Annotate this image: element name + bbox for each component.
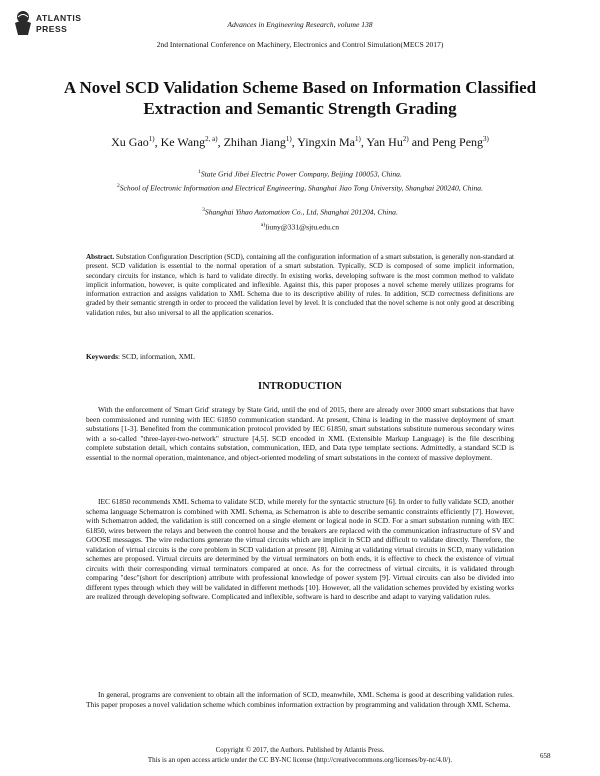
affiliation-mark: 2 [116,183,120,189]
intro-paragraph-3 [86,690,514,709]
author-separator: , [154,135,161,149]
author-affiliation-mark: 1) [148,135,155,143]
author-name: Ke Wang [160,135,206,149]
author-name: Yan Hu [366,135,403,149]
author-name: Zhihan Jiang [223,135,286,149]
author-separator: and [408,135,433,149]
conference-name: 2nd International Conference on Machinery, Electronics and Control Simulation(MECS 2017) [156,40,444,49]
keywords-label: Keywords [86,352,119,361]
affiliation-mark: 1 [198,169,201,175]
author-affiliation-mark: 2, a) [205,135,218,143]
copyright-notice: Copyright © 2017, the Authors. Published by Atlantis Press. [215,746,385,754]
author-affiliation-mark: 3) [483,135,489,143]
email-mark: a) [260,222,266,228]
paper-title: A Novel SCD Validation Scheme Based on Information Classified Extraction and Semantic Strength Grading [63,78,537,118]
affiliation-mark: 3 [202,207,205,213]
section-heading: INTRODUCTION [257,381,342,392]
paragraph-text: IEC 61850 recommends XML Schema to validate SCD, while merely for the syntactic structure [6]. In order to fully validate SCD, another schema language Schematron is combined with XML Schema, as Schematron is able to describe semantic constraints efficiently [7]. However, with Schematron added, the validation is still concerned on a single element or logical node in SCD. For a smart substation running with IEC 61850, wires between the relays and between the control house and the breakers are replaced with the communication infrastructure of SV and GOOSE messages. The wire reductions generate the virtual circuits which are implicit in SCD and difficult to validate directly. Therefore, the validation of virtual circuits is the core problem in SCD validation at present [8]. Aiming at validating virtual circuits in SCD, many validation schemes are proposed. Virtual circuits are determined by the virtual terminators on both ends, it is effective to check the existence of virtual circuits with their corresponding virtual terminators compared at once. As for the correctness of virtual circuits, it is validated through comparing "desc"(short for description) attribute with professional knowledge of power system [9]. Virtual circuits can also be divided into different types through which they will be validated in different methods [10]. However, all the validation schemes provided by existing works are realized through developing software. Complicated and inflexible, software is hard to describe and adapt to varying validation rules. [86,497,514,601]
affiliation-text: School of Electronic Information and Electrical Engineering, Shanghai Jiao Tong University, Shanghai 200240, China. [119,183,484,193]
author-affiliation-mark: 1) [354,135,361,143]
abstract-text: Substation Configuration Description (SCD), containing all the configuration information of a smart substation, is generally non-standard at present. SCD validation is essential to the normal operation of a smart substation. Typically, SCD is composed of some implicit information, secondary circuits for instance, which is hard to validate directly. In existing works, developing software is the most common method to validate implicit information, however, is quite complicated and inflexible. Against this, this paper proposes a novel scheme merely utilizes programs for information extraction and assigns validation to XML Schema due to its descriptive ability of rules. In addition, SCD correctness definitions are graded by their semantic strength in order to proceed the validation level by level. It is concluded that the novel scheme is not only good at describing validation rules, but also universal to all the application scenarios. [86,253,514,317]
author-affiliation-mark: 1) [285,135,292,143]
affiliation-text: Shanghai Yihao Automation Co., Ltd, Shanghai 201204, China. [204,207,398,217]
abstract-label: Abstract. [86,253,115,261]
series-title: Advances in Engineering Research, volume 138 [227,20,373,29]
page-number: 658 [540,752,551,760]
footer [0,745,600,765]
author-name: Xu Gao [111,135,149,149]
paragraph-text: With the enforcement of 'Smart Grid' strategy by State Grid, until the end of 2015, there are already over 3000 smart substations that have been commissioned and running with IEC 61850 communication standard. At present, China is leading in the massive deployment of smart substations [1-3]. Benefited from the communication protocol provided by IEC 61850, smart substations substitute numerous secondary wires with a so-called "three-layer-two-network" structure [4,5]. SCD encoded in XML (Extensible Markup Language) is the file describing complete substation detail, which contains substation, communication, IED, and Data type template sections. Admittedly, a standard SCD is essential to the normal operation, maintenance, and object-oriented modeling of smart substations in the context of massive deployment. [86,405,514,462]
keywords-text: : SCD, information, XML [118,352,196,361]
affiliation-2 [60,181,540,194]
author-affiliation-mark: 2) [402,135,409,143]
author-name: Yingxin Ma [297,135,355,149]
intro-paragraph-2 [86,497,514,602]
affiliation-text: State Grid Jibei Electric Power Company, Beijing 100053, China. [200,169,402,179]
keywords [86,352,514,361]
affiliation-1 [60,167,540,180]
affiliation-3 [60,205,540,218]
logo-line-1: ATLANTIS [36,13,82,23]
intro-paragraph-1 [86,405,514,462]
license-notice: This is an open access article under the CC BY-NC license (http://creativecommons.org/licenses/by-nc/4.0/). [147,756,453,764]
abstract [86,253,514,318]
author-name: Peng Peng [432,135,484,149]
corresponding-email [0,222,600,232]
author-list [0,135,600,150]
email-address: liuny@331@sjtu.edu.cn [265,222,340,232]
paragraph-text: In general, programs are convenient to obtain all the information of SCD, meanwhile, XML Schema is good at describing validation rules. This paper proposes a novel validation scheme which combines information extraction by programming and validation through XML Schema. [86,690,514,709]
author-separator: , [291,135,298,149]
logo-line-2: PRESS [36,24,68,34]
author-separator: , [217,135,224,149]
author-separator: , [360,135,367,149]
